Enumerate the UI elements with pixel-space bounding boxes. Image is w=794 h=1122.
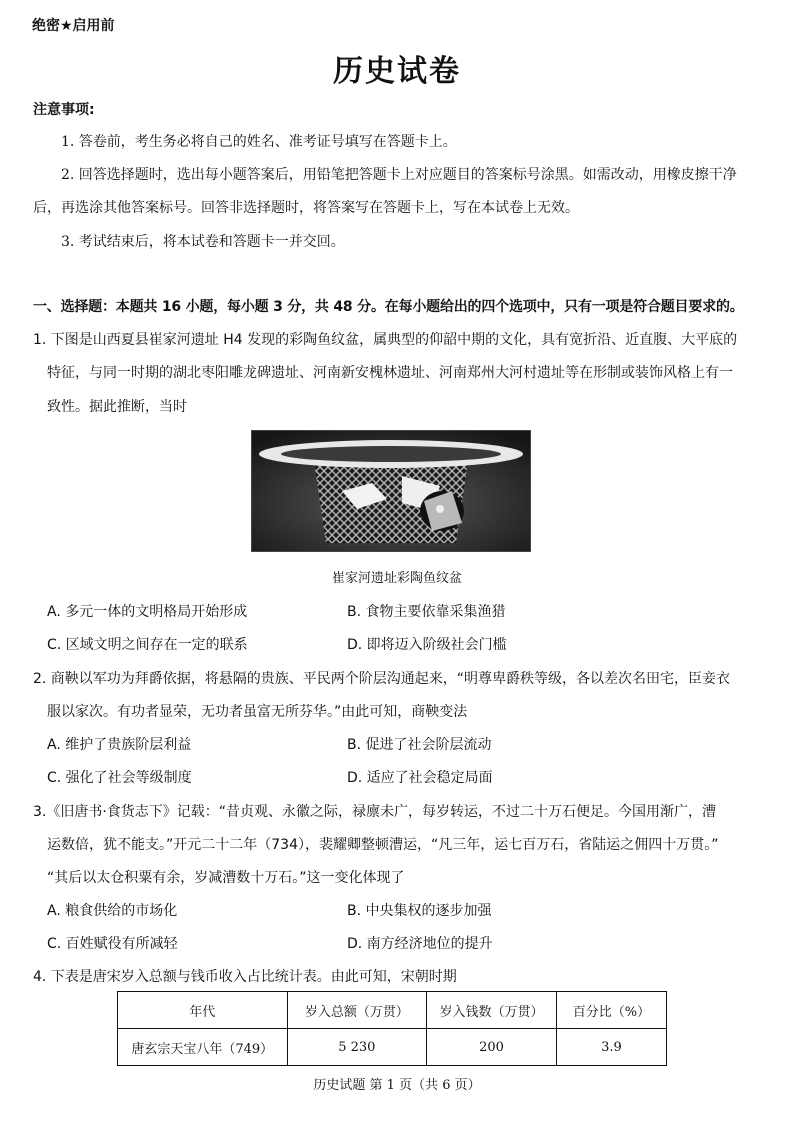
option-d[interactable]: D. 适应了社会稳定局面 <box>347 770 493 786</box>
option-a[interactable]: A. 维护了贵族阶层利益 <box>47 737 192 753</box>
question-2-line: 服以家次。有功者显荣，无功者虽富无所芬华。”由此可知，商鞅变法 <box>47 704 468 720</box>
option-c[interactable]: C. 百姓赋役有所减轻 <box>47 936 178 952</box>
revenue-table <box>117 991 667 1066</box>
table-header-cell: 百分比（%） <box>556 992 666 1029</box>
table-header-cell: 年代 <box>118 992 288 1029</box>
question-1-line: 1. 下图是山西夏县崔家河遗址 H4 发现的彩陶鱼纹盆，属典型的仰韶中期的文化，具有宽折沿、近直腹、大平底的 <box>33 332 738 348</box>
option-d[interactable]: D. 即将迈入阶级社会门槛 <box>347 637 507 653</box>
table-cell: 5 230 <box>287 1029 427 1066</box>
section-heading: 一、选择题：本题共 16 小题，每小题 3 分，共 48 分。在每小题给出的四个选项中，只有一项是符合题目要求的。 <box>33 299 744 315</box>
confidential-mark: 绝密★启用前 <box>32 18 115 34</box>
option-b[interactable]: B. 促进了社会阶层流动 <box>347 737 492 753</box>
page-footer: 历史试题 第 1 页（共 6 页） <box>313 1078 481 1093</box>
question-3-line: 运数倍，犹不能支。”开元二十二年（734），裴耀卿整顿漕运，“凡三年，运七百万石，省陆运之佣四十万贯。” <box>47 837 719 853</box>
question-1-line: 致性。据此推断，当时 <box>47 399 187 415</box>
question-4-stem: 4. 下表是唐宋岁入总额与钱币收入占比统计表。由此可知，宋朝时期 <box>33 969 457 985</box>
notes-heading: 注意事项: <box>33 102 95 118</box>
table-cell: 唐玄宗天宝八年（749） <box>118 1029 288 1066</box>
page-title: 历史试卷 <box>333 54 461 89</box>
option-d[interactable]: D. 南方经济地位的提升 <box>347 936 493 952</box>
question-1-line: 特征，与同一时期的湖北枣阳雕龙碑遗址、河南新安槐林遗址、河南郑州大河村遗址等在形制或装饰风格上有一 <box>47 365 733 381</box>
option-a[interactable]: A. 粮食供给的市场化 <box>47 903 178 919</box>
table-header-row <box>118 992 667 1029</box>
option-c[interactable]: C. 区域文明之间存在一定的联系 <box>47 637 248 653</box>
painted-pottery-basin-image <box>251 430 531 552</box>
note-item: 2. 回答选择题时，选出每小题答案后，用铅笔把答题卡上对应题目的答案标号涂黑。如需改动，用橡皮擦干净 <box>61 167 737 183</box>
question-3-line: 3.《旧唐书·食货志下》记载：“昔贞观、永徽之际，禄廪未广，每岁转运，不过二十万石便足。今国用渐广，漕 <box>33 804 717 820</box>
table-cell: 3.9 <box>556 1029 666 1066</box>
question-2-line: 2. 商鞅以军功为拜爵依据，将悬隔的贵族、平民两个阶层沟通起来，“明尊卑爵秩等级，各以差次名田宅，臣妾衣 <box>33 671 731 687</box>
option-a[interactable]: A. 多元一体的文明格局开始形成 <box>47 604 248 620</box>
option-c[interactable]: C. 强化了社会等级制度 <box>47 770 192 786</box>
note-item: 3. 考试结束后，将本试卷和答题卡一并交回。 <box>61 234 345 250</box>
table-header-cell: 岁入钱数（万贯） <box>427 992 557 1029</box>
table-header-cell: 岁入总额（万贯） <box>287 992 427 1029</box>
question-3-line: “其后以太仓积粟有余，岁减漕数十万石。”这一变化体现了 <box>47 870 405 886</box>
option-b[interactable]: B. 中央集权的逐步加强 <box>347 903 492 919</box>
table-cell: 200 <box>427 1029 557 1066</box>
image-caption: 崔家河遗址彩陶鱼纹盆 <box>331 571 462 586</box>
option-b[interactable]: B. 食物主要依靠采集渔猎 <box>347 604 506 620</box>
table-row <box>118 1029 667 1066</box>
note-item: 后，再选涂其他答案标号。回答非选择题时，将答案写在答题卡上，写在本试卷上无效。 <box>33 200 579 216</box>
pottery-basin-illustration <box>252 431 530 551</box>
note-item: 1. 答卷前，考生务必将自己的姓名、准考证号填写在答题卡上。 <box>61 134 457 150</box>
